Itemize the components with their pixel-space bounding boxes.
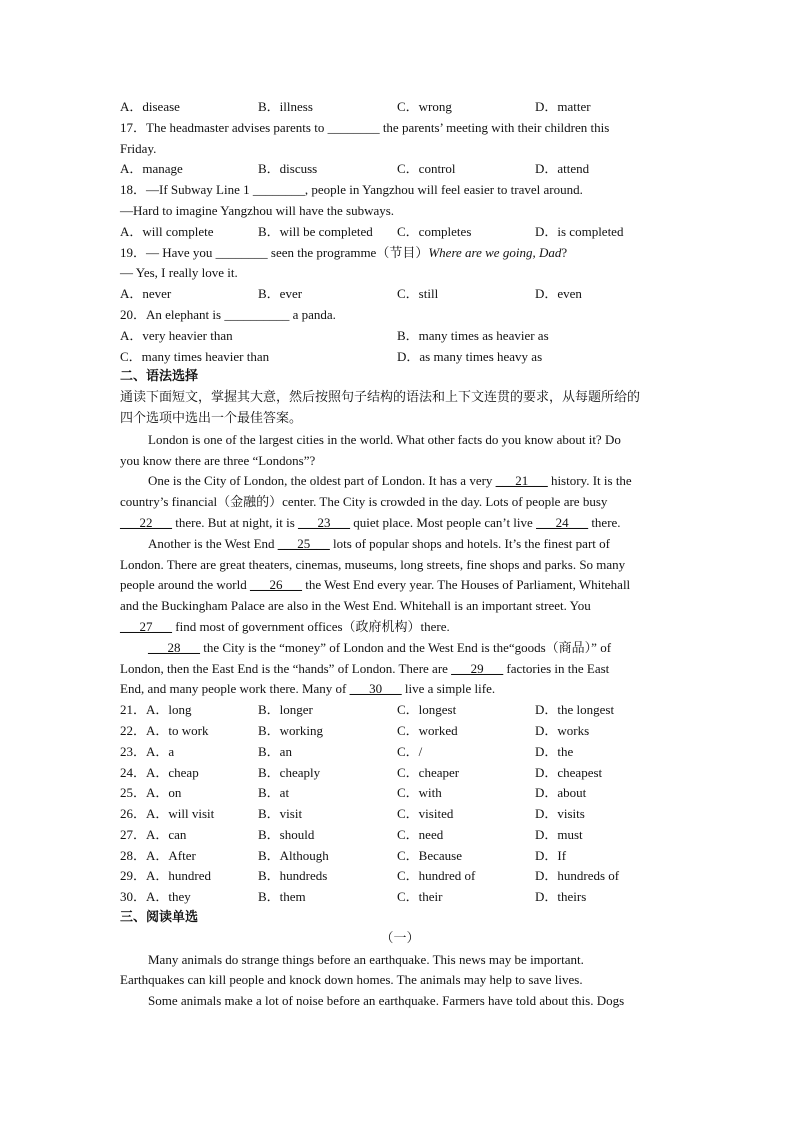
option-d: D．theirs [535,889,587,905]
reading-p1-line-2: Earthquakes can kill people and knock down homes. The animals may help to save lives. [120,972,583,988]
q19-option-a: A．never [120,286,172,302]
passage-p2-line-2: country’s financial（金融的）center. The City is crowded in the day. Lots of people are busy [120,494,608,510]
q20-option-c: C．many times heavier than [120,348,270,364]
section-3-subtitle: （一） [380,930,420,946]
option-d: D．visits [535,806,585,822]
q18-stem-line-2: —Hard to imagine Yangzhou will have the subways. [120,202,395,218]
reading-p2-line-1: Some animals make a lot of noise before an earthquake. Farmers have told about this. Dogs [148,993,625,1009]
option-c: C．visited [397,806,454,822]
passage-text: live a simple life. [401,681,496,697]
option-b: B．them [258,889,306,905]
option-d: D．about [535,785,587,801]
q19-programme-title: Where are we going, Dad [428,244,562,260]
option-a: 29．A．hundred [120,868,211,884]
passage-text: Another is the West End [148,535,278,551]
passage-text: people around the world [120,577,250,593]
blank-27: ___27___ [120,618,172,634]
option-b: B．hundreds [258,868,328,884]
blank-26: ___26___ [249,577,302,593]
blank-22: ___22___ [120,514,172,530]
passage-p4-line-1 [120,638,680,659]
option-b: B．at [258,785,290,801]
option-b: B．Although [258,847,329,863]
option-c: C．cheaper [397,764,460,780]
q16-option-b: B．illness [258,99,313,114]
q19-stem-post: ? [561,244,568,260]
q20-stem: 20．An elephant is __________ a panda. [120,306,336,322]
option-a: 24．A．cheap [120,764,199,780]
blank-24: ___24___ [536,514,589,530]
grammar-option-row [120,866,680,887]
grammar-option-row [120,846,680,867]
q18-option-c: C．completes [397,223,472,239]
passage-text: the City is the “money” of London and the West End is the“goods（商品）” of [200,639,612,655]
option-d: D．must [535,826,583,842]
passage-p3-line-2: London. There are great theaters, cinemas, museums, long streets, fine shops and parks. So many [120,556,626,572]
section-3-title: 三、阅读单选 [120,910,199,926]
q18-option-a: A．will complete [120,223,214,239]
passage-p3-line-1 [120,534,680,555]
option-c: C．Because [397,847,462,863]
q19-option-b: B．ever [258,286,303,302]
option-d: D．works [535,722,590,738]
option-c: C．with [397,785,442,801]
passage-text: the West End every year. The Houses of Parliament, Whitehall [301,577,631,593]
blank-30: ___30___ [349,681,402,697]
q17-options [120,159,680,180]
passage-text: history. It is the [547,473,632,489]
option-a: 25．A．on [120,785,182,801]
option-d: D．the [535,743,574,759]
blank-21: ___21___ [495,473,548,489]
option-b: B．visit [258,806,303,822]
option-b: B．should [258,826,315,842]
grammar-option-row [120,742,680,763]
blank-23: ___23___ [298,514,351,530]
exam-page [120,97,680,1012]
option-c: C．/ [397,743,423,759]
q20-options-row-2 [120,347,680,368]
passage-p1-line-2: you know there are three “Londons”? [120,452,316,468]
q17-option-b: B．discuss [258,161,318,177]
option-a: 27．A．can [120,826,187,842]
passage-text: find most of government offices（政府机构）there. [172,618,450,634]
passage-p2-line-3 [120,513,680,534]
q17-option-a: A．manage [120,161,183,177]
grammar-option-row [120,887,680,908]
passage-text: quiet place. Most people can’t live [350,514,537,530]
q18-options [120,222,680,243]
q19-options [120,284,680,305]
grammar-option-row [120,783,680,804]
q16-option-c: C．wrong [397,99,452,114]
passage-p4-line-3 [120,679,680,700]
q17-stem-line-2: Friday. [120,140,157,156]
grammar-option-row [120,721,680,742]
q16-option-a: A．disease [120,99,180,114]
section-2-title: 二、语法选择 [120,369,199,385]
q19-stem-line-1 [120,243,680,264]
option-a: 28．A．After [120,847,196,863]
option-d: D．hundreds of [535,868,620,884]
option-d: D．cheapest [535,764,603,780]
blank-28: ___28___ [148,639,200,655]
option-a: 22．A．to work [120,722,209,738]
option-c: C．need [397,826,444,842]
passage-text: lots of popular shops and hotels. It’s the finest part of [329,535,610,551]
blank-29: ___29___ [451,660,504,676]
passage-p1-line-1: London is one of the largest cities in the world. What other facts do you know about it? Do [148,431,621,447]
q18-option-d: D．is completed [535,223,624,239]
section-2-instructions-line-1: 通读下面短文，掌握其大意，然后按照句子结构的语法和上下文连贯的要求，从每题所给的 [120,390,641,406]
grammar-option-row [120,825,680,846]
passage-text: there. [588,514,621,530]
option-a: 26．A．will visit [120,806,215,822]
passage-p3-line-5 [120,617,680,638]
q16-option-d: D．matter [535,99,591,114]
q20-option-a: A．very heavier than [120,327,233,343]
q20-option-d: D．as many times heavy as [397,348,543,364]
passage-p2-line-1 [120,471,680,492]
option-a: 21．A．long [120,702,192,718]
option-a: 23．A．a [120,743,175,759]
passage-p3-line-4: and the Buckingham Palace are also in the West End. Whitehall is an important street. You [120,598,591,614]
option-b: B．longer [258,702,313,718]
passage-text: End, and many people work there. Many of [120,681,350,697]
q17-stem-line-1: 17．The headmaster advises parents to ________ the parents’ meeting with their children this [120,119,610,135]
passage-text: One is the City of London, the oldest part of London. It has a very [148,473,496,489]
q18-option-b: B．will be completed [258,223,373,239]
option-d: D．the longest [535,702,615,718]
q19-option-c: C．still [397,286,439,302]
q16-options [120,97,680,118]
q19-stem-line-2: — Yes, I really love it. [120,265,238,281]
q19-option-d: D．even [535,286,582,302]
option-b: B．an [258,743,292,759]
grammar-option-row [120,763,680,784]
grammar-options-list [120,700,680,908]
option-c: C．hundred of [397,868,476,884]
q17-option-c: C．control [397,161,456,177]
grammar-option-row [120,700,680,721]
reading-p1-line-1: Many animals do strange things before an earthquake. This news may be important. [148,951,584,967]
passage-p3-line-3 [120,575,680,596]
q20-option-b: B．many times as heavier as [397,327,549,343]
passage-text: London, then the East End is the “hands” of London. There are [120,660,452,676]
option-c: C．worked [397,722,458,738]
grammar-option-row [120,804,680,825]
option-b: B．working [258,722,324,738]
option-a: 30．A．they [120,889,191,905]
option-c: C．longest [397,702,457,718]
passage-text: factories in the East [503,660,610,676]
option-d: D．If [535,847,567,863]
passage-p4-line-2 [120,659,680,680]
section-2-instructions-line-2: 四个选项中选出一个最佳答案。 [120,410,303,426]
option-c: C．their [397,889,443,905]
blank-25: ___25___ [277,535,330,551]
q18-stem-line-1: 18．—If Subway Line 1 ________, people in Yangzhou will feel easier to travel around. [120,182,583,198]
q19-stem-pre: 19．— Have you ________ seen the programme（节目） [120,244,429,260]
q17-option-d: D．attend [535,161,590,177]
option-b: B．cheaply [258,764,321,780]
passage-text: there. But at night, it is [172,514,299,530]
q20-options-row-1 [120,326,680,347]
